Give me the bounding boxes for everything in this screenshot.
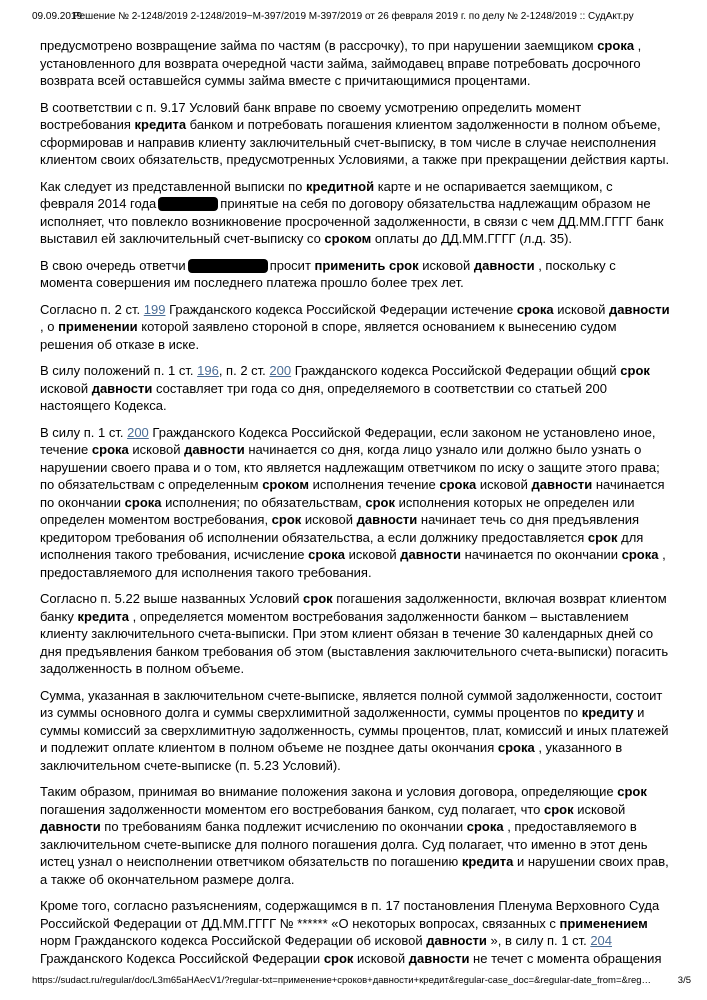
- text-run: начинает течь со дня предъявления кредитором требования об исполнении обязательства, а если должнику предоставляется: [40, 512, 640, 545]
- text-run: начинается со дня, когда лицо узнало или должно было узнать о нарушении своего права и о том, кто является надлежащим ответчиком по иску о защите этого права; по обязательствам с определенным: [40, 442, 660, 492]
- text-run: исковой: [418, 257, 474, 273]
- text-run: Сумма, указанная в заключительном счете-выписке, является полной суммой задолженности, состоит из суммы основного долга и суммы сверхлимитной задолженности, суммы процентов по: [40, 687, 663, 720]
- print-header: [0, 11, 707, 23]
- text-run: Как следует из представленной выписки по: [40, 178, 306, 194]
- text-run: исполнения; по обязательствам,: [161, 494, 366, 510]
- text-run: исковой: [573, 801, 626, 817]
- page-number: 3/5: [677, 975, 691, 986]
- text-run: срок: [544, 801, 574, 817]
- text-run: , предоставляемого для исполнения такого требования.: [40, 547, 666, 580]
- text-run: применением: [559, 915, 648, 931]
- text-run: сроком: [324, 231, 372, 246]
- text-run: срока: [621, 547, 659, 562]
- paragraph: [40, 590, 670, 678]
- text-run: давности: [356, 512, 418, 527]
- text-run: исковой: [40, 380, 92, 396]
- text-run: В соответствии с п. 9.17 Условий банк вправе по своему усмотрению определить момент востребования: [40, 99, 582, 132]
- statute-link[interactable]: 200: [127, 424, 149, 440]
- text-run: , о: [40, 319, 59, 334]
- text-run: давности: [426, 933, 487, 948]
- text-run: кредиту: [581, 705, 634, 720]
- paragraph: [40, 178, 670, 248]
- statute-link[interactable]: 204: [590, 933, 613, 948]
- source-url: https://sudact.ru/regular/doc/L3m65aHAecV1/?regular-txt=применение+сроков+давности+кредит&regular-case_doc=&regular-date_from=&reg…: [32, 975, 652, 986]
- paragraph: [40, 424, 670, 582]
- paragraph: [40, 301, 670, 354]
- text-run: давности: [531, 477, 593, 492]
- text-run: , определяется моментом востребования задолженности банком – выставлением клиенту заключительного счета-выписки. При этом клиент обязан в течение 30 календарных дней со дня предъявления банком требования об этом (выставления заключительного счета-выписки) погасить задолженность в полном объеме.: [40, 608, 669, 676]
- print-footer: [32, 975, 691, 986]
- text-run: давности: [608, 301, 670, 317]
- statute-link[interactable]: 199: [143, 301, 166, 317]
- text-run: применении: [58, 319, 138, 334]
- text-run: срок: [587, 529, 618, 545]
- text-run: срока: [597, 38, 635, 53]
- text-run: давности: [473, 257, 535, 273]
- text-run: срока: [91, 442, 129, 457]
- text-run: В силу положений п. 1 ст.: [40, 363, 198, 378]
- text-run: и нарушении своих прав, а также об окончательном размере долга.: [40, 854, 669, 887]
- text-run: составляет три года со дня, определяемого в соответствии со статьей 200 настоящего Кодекса.: [40, 380, 607, 413]
- text-run: оплаты до ДД.ММ.ГГГГ (л.д. 35).: [371, 231, 573, 246]
- text-run: , указанного в заключительном счете-выписке (п. 5.23 Условий).: [40, 740, 623, 773]
- paragraph: [40, 37, 670, 90]
- text-run: Гражданского кодекса Российской Федерации истечение: [165, 301, 517, 317]
- text-run: Согласно п. 2 ст.: [40, 301, 144, 317]
- text-run: давности: [184, 442, 245, 457]
- page-title: Решение № 2-1248/2019 2-1248/2019~М-397/2019 М-397/2019 от 26 февраля 2019 г. по делу № 2-1248/2019 :: СудАкт.ру: [73, 11, 634, 22]
- text-run: погашения задолженности моментом его востребования банком, суд полагает, что: [40, 801, 544, 817]
- text-run: исполнения которых не определен или определен моментом востребования,: [40, 494, 635, 527]
- text-run: по требованиям банка подлежит исчислению по окончании: [100, 819, 467, 834]
- text-run: кредита: [461, 854, 514, 869]
- print-date: 09.09.2019: [32, 11, 83, 22]
- text-run: исковой: [344, 547, 401, 562]
- text-run: которой заявлено стороной в споре, является основанием к вынесению судом решения об отказе в иске.: [40, 319, 617, 352]
- text-run: кредита: [134, 117, 187, 132]
- statute-link[interactable]: 200: [269, 363, 292, 378]
- text-run: карте и не оспаривается заемщиком, с февраля 2014 года: [40, 178, 613, 211]
- text-run: срока: [516, 301, 554, 317]
- text-run: погашения задолженности, включая возврат клиентом банку: [40, 591, 667, 624]
- text-run: срока: [439, 477, 477, 492]
- text-run: , установленного для возврата очередной части займа, займодавец вправе потребовать досрочного возврата всей оставшейся суммы займа вместе с причитающимися процентами.: [40, 38, 642, 88]
- text-run: давности: [91, 380, 153, 396]
- text-run: , поскольку с момента совершения им последнего платежа прошло более трех лет.: [40, 257, 616, 290]
- paragraph: [40, 99, 670, 169]
- text-run: исполнения течение: [309, 477, 440, 492]
- text-run: принятые на себя по договору обязательства надлежащим образом не исполняет, что повлекло возникновение просроченной задолженности, в связи с чем ДД.ММ.ГГГГ банк выставил ей заключительный счет-выписку со: [40, 196, 664, 246]
- paragraph: [40, 687, 670, 775]
- text-run: », в силу п. 1 ст.: [486, 933, 591, 948]
- text-run: не течет с момента обращения: [469, 950, 662, 966]
- text-run: срок: [617, 784, 647, 799]
- document-body: [40, 37, 670, 976]
- statute-link[interactable]: 196: [197, 363, 219, 378]
- text-run: исковой: [301, 512, 357, 527]
- paragraph: [40, 897, 670, 967]
- text-run: давности: [40, 819, 101, 834]
- text-run: исковой: [476, 477, 532, 492]
- text-run: сроком: [262, 477, 310, 492]
- text-run: Согласно п. 5.22 выше названных Условий: [40, 591, 304, 606]
- text-run: срока: [124, 494, 162, 510]
- text-run: срока: [308, 547, 345, 562]
- text-run: исковой: [553, 301, 609, 317]
- text-run: Таким образом, принимая во внимание положения закона и условия договора, определяющие: [40, 784, 618, 799]
- text-run: давности: [408, 950, 470, 966]
- text-run: давности: [400, 547, 461, 562]
- text-run: начинается по окончании: [40, 477, 665, 510]
- text-run: срока: [466, 819, 504, 834]
- paragraph: [40, 362, 670, 415]
- text-run: , предоставляемого в заключительном счете-выписке для полного погашения долга. Суд полагает, что именно в этот день истец узнал о неисполнении ответчиком обязательств по погашению: [40, 819, 648, 869]
- redaction-box: [158, 197, 218, 211]
- text-run: Кроме того, согласно разъяснениям, содержащимся в п. 17 постановления Пленума Верховного Суда Российской Федерации от ДД.ММ.ГГГГ № ****** «О некоторых вопросах, связанных с: [40, 898, 660, 931]
- paragraph: [40, 783, 670, 888]
- text-run: просит: [269, 257, 315, 273]
- text-run: , п. 2 ст.: [218, 363, 270, 378]
- text-run: банком и потребовать погашения клиентом задолженности в полном объеме, сформировав и направив клиенту заключительный счет-выписку, в том числе в случае неисполнения клиентом своих обязательств, предусмотренных Условиями, а также при прекращении действия карты.: [40, 117, 670, 167]
- text-run: срок: [271, 512, 302, 527]
- text-run: Гражданского кодекса Российской Федерации общий: [291, 363, 621, 378]
- text-run: применить срок: [314, 257, 419, 273]
- text-run: срок: [620, 363, 650, 378]
- redaction-box: [188, 259, 268, 273]
- text-run: начинается по окончании: [460, 547, 622, 562]
- text-run: и суммы комиссий за сверхлимитную задолженность, суммы процентов, плат, комиссий и иных платежей и подлежит оплате клиентом в полном объеме не позднее даты окончания: [40, 705, 669, 755]
- text-run: норм Гражданского кодекса Российской Федерации об исковой: [40, 933, 427, 948]
- text-run: исковой: [128, 442, 185, 457]
- text-run: В силу п. 1 ст.: [40, 424, 128, 440]
- paragraph: [40, 257, 670, 292]
- text-run: срок: [323, 950, 354, 966]
- text-run: срок: [303, 591, 333, 606]
- text-run: Гражданского Кодекса Российской Федерации: [40, 950, 324, 966]
- text-run: срок: [365, 494, 395, 510]
- text-run: Гражданского Кодекса Российской Федерации, если законом не установлено иное, течение: [40, 424, 656, 457]
- text-run: исковой: [353, 950, 409, 966]
- text-run: для исполнения такого требования, исчисление: [40, 529, 644, 562]
- text-run: кредита: [77, 608, 130, 624]
- text-run: срока: [497, 740, 535, 755]
- text-run: В свою очередь ответчи: [40, 257, 186, 273]
- text-run: кредитной: [306, 178, 375, 194]
- text-run: предусмотрено возвращение займа по частям (в рассрочку), то при нарушении заемщиком: [40, 38, 598, 53]
